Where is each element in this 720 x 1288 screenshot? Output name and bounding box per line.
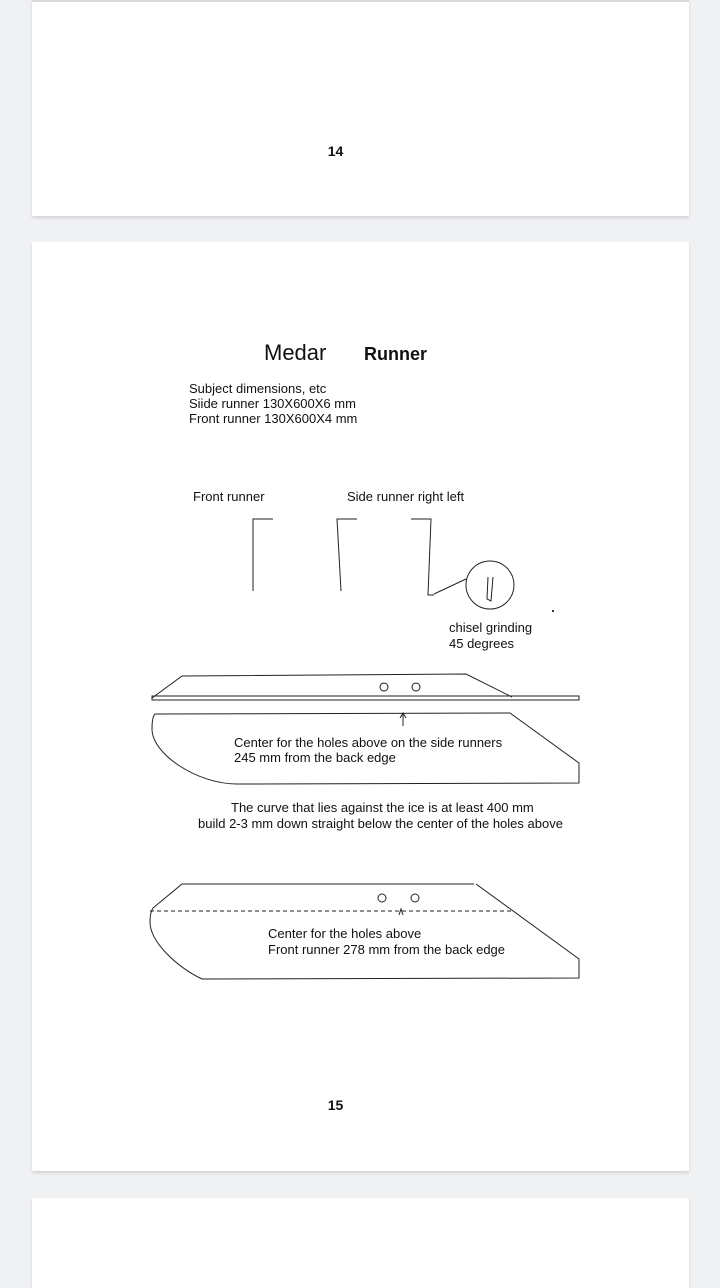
side-runner-left-profile: [411, 519, 434, 595]
spec-line: Siide runner 130X600X6 mm: [189, 396, 356, 411]
document-subtitle: Runner: [364, 344, 427, 364]
front-runner-top: [153, 884, 474, 908]
document-title: Medar: [264, 340, 327, 365]
page-15: [32, 242, 689, 1171]
detail-leader: [434, 579, 466, 594]
curve-note-2: build 2-3 mm down straight below the center of the holes above: [198, 816, 563, 831]
front-center-label: Center for the holes above: [268, 926, 422, 941]
front-runner-profile: [253, 519, 273, 591]
chisel-detail-mark: [487, 577, 493, 601]
side-runner-right-profile: [337, 519, 357, 591]
hole-icon: [380, 683, 388, 691]
side-center-label: Center for the holes above on the side runners: [234, 735, 503, 750]
page-16: [32, 1198, 689, 1288]
curve-note: The curve that lies against the ice is at least 400 mm: [231, 800, 534, 815]
side-center-distance: 245 mm from the back edge: [234, 750, 396, 765]
spec-line: Front runner 130X600X4 mm: [189, 411, 358, 426]
hole-icon: [378, 894, 386, 902]
chisel-angle-label: 45 degrees: [449, 636, 515, 651]
hole-icon: [411, 894, 419, 902]
chisel-detail-circle: [466, 561, 514, 609]
front-center-distance: Front runner 278 mm from the back edge: [268, 942, 506, 957]
spec-line: Subject dimensions, etc: [189, 381, 327, 396]
runner-drawing: [32, 242, 689, 1171]
side-runner-top: [152, 674, 512, 698]
side-runner-bar: [152, 696, 579, 700]
chisel-label: chisel grinding: [449, 620, 533, 635]
page-number: 14: [327, 143, 344, 159]
front-runner-label: Front runner: [193, 489, 265, 504]
side-runner-label: Side runner right left: [347, 489, 465, 504]
page-14: [32, 0, 689, 216]
hole-icon: [412, 683, 420, 691]
page-number: 15: [327, 1097, 344, 1113]
